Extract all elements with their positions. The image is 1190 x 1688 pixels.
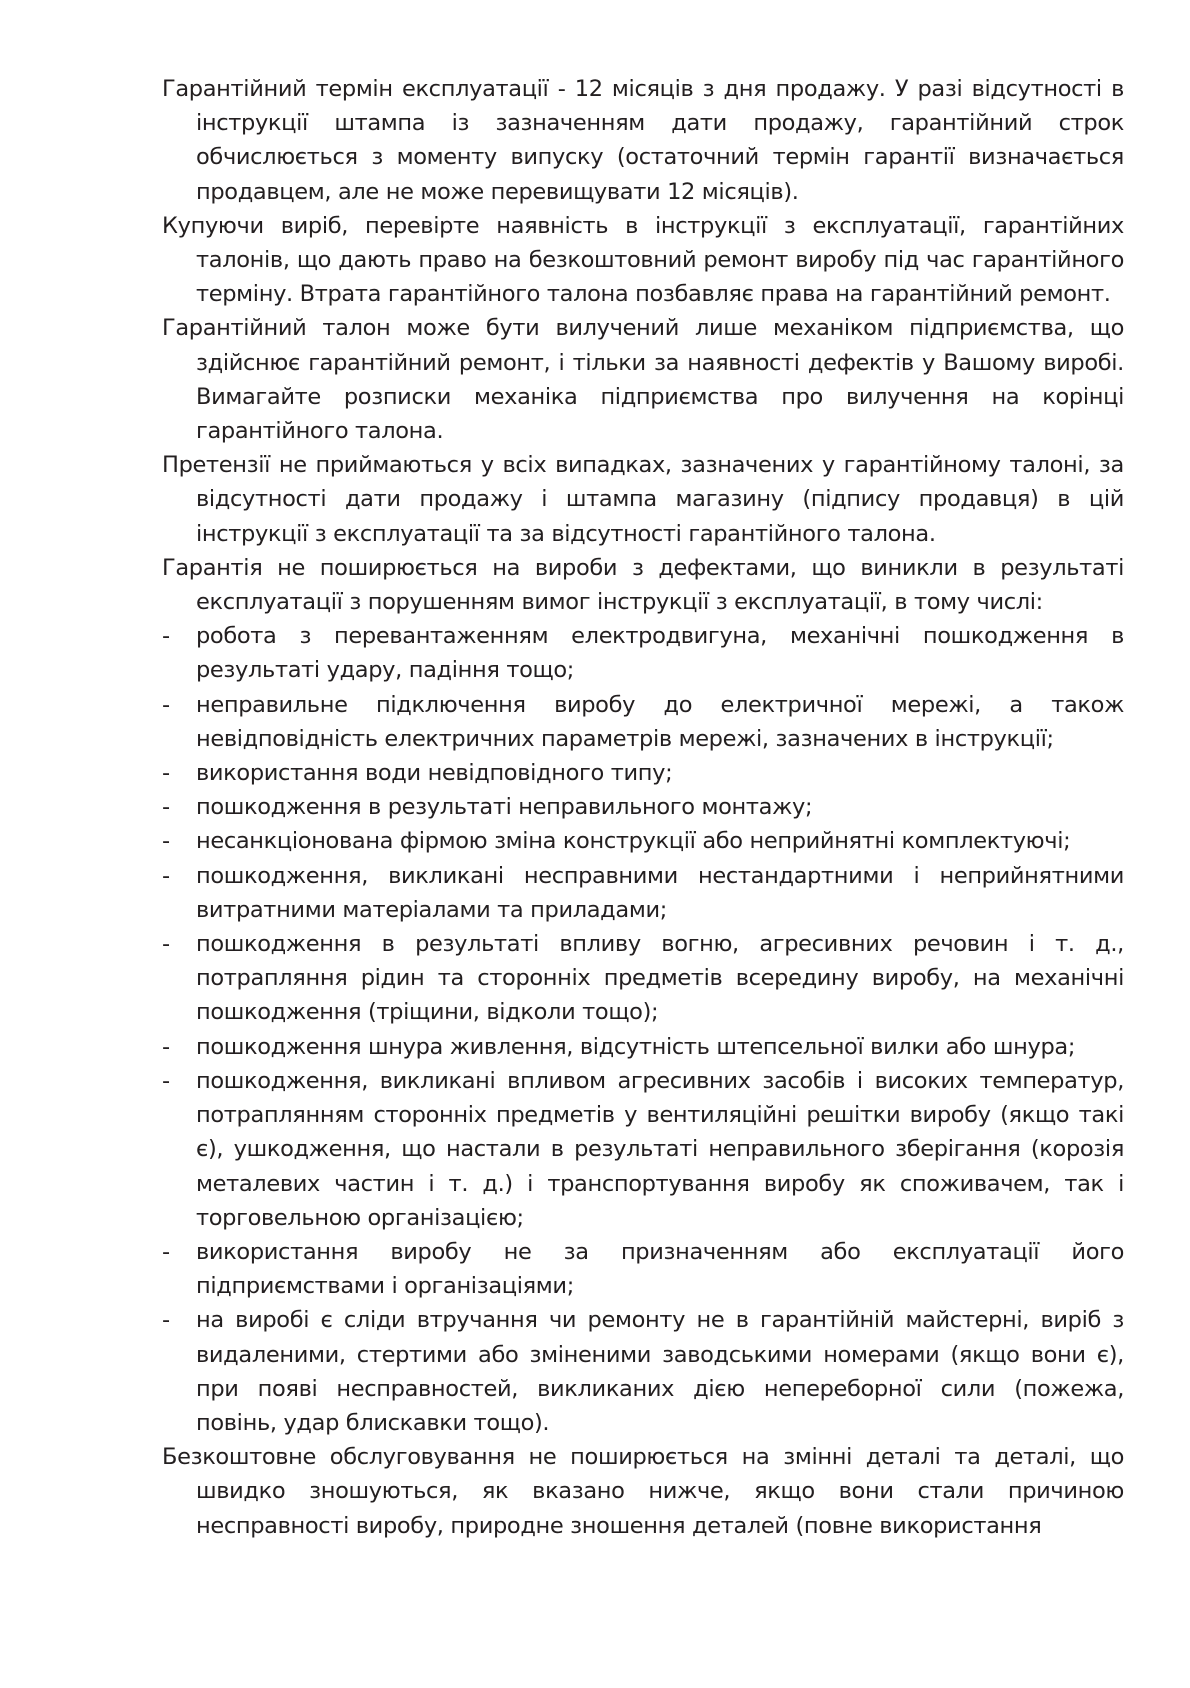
list-item-text: пошкодження шнура живлення, відсутність штепсельної вилки або шнура; xyxy=(196,1033,1076,1060)
list-item xyxy=(162,1030,1124,1064)
list-dash: - xyxy=(162,760,170,787)
list-item xyxy=(162,1064,1124,1235)
list-item xyxy=(162,756,1124,790)
claims-paragraph xyxy=(162,448,1124,551)
list-item xyxy=(162,824,1124,858)
warranty-period-paragraph xyxy=(162,72,1124,209)
list-dash: - xyxy=(162,1238,170,1265)
list-item-text: використання виробу не за призначенням або експлуатації його підприємствами і організаціями; xyxy=(196,1238,1124,1300)
list-item-text: пошкодження, викликані впливом агресивних засобів і високих температур, потраплянням сторонніх предметів у вентиляційні решітки виробу (якщо такі є), ушкодження, що настали в результаті неправильного зберігання (корозія металевих частин і т. д.) і транспортування виробу як споживачем, так і торговельною організацією; xyxy=(196,1067,1124,1231)
paragraph-text: Безкоштовне обслуговування не поширюється на змінні деталі та деталі, що швидко зношуються, як вказано нижче, якщо вони стали причиною несправності виробу, природне зношення деталей (повне використання xyxy=(162,1444,1124,1539)
list-item xyxy=(162,688,1124,756)
paragraph-text: Гарантія не поширюється на вироби з дефектами, що виникли в результаті експлуатації з порушенням вимог інструкції з експлуатації, в тому числі: xyxy=(162,554,1124,616)
list-dash: - xyxy=(162,828,170,855)
list-item xyxy=(162,790,1124,824)
list-item xyxy=(162,1235,1124,1303)
paragraph-text: Гарантійний термін експлуатації - 12 місяців з дня продажу. У разі відсутності в інструкції штампа із зазначенням дати продажу, гарантійний строк обчислюється з моменту випуску (остаточний термін гарантії визначається продавцем, але не може перевищувати 12 місяців). xyxy=(162,76,1124,205)
list-item-text: пошкодження в результаті впливу вогню, агресивних речовин і т. д., потрапляння рідин та сторонніх предметів всередину виробу, на механічні пошкодження (тріщини, відколи тощо); xyxy=(196,931,1124,1026)
coupon-withdrawal-paragraph xyxy=(162,311,1124,448)
list-item xyxy=(162,859,1124,927)
exclusions-intro-paragraph xyxy=(162,551,1124,619)
list-dash: - xyxy=(162,862,170,889)
list-item-text: несанкціонована фірмою зміна конструкції або неприйнятні комплектуючі; xyxy=(196,828,1071,855)
list-item-text: неправильне підключення виробу до електричної мережі, а також невідповідність електричних параметрів мережі, зазначених в інструкції; xyxy=(196,691,1124,752)
warranty-text-page xyxy=(162,72,1124,1543)
paragraph-text: Претензії не приймаються у всіх випадках, зазначених у гарантійному талоні, за відсутності дати продажу і штампа магазину (підпису продавця) в цій інструкції з експлуатації та за відсутності гарантійного талона. xyxy=(162,452,1124,547)
list-dash: - xyxy=(162,794,170,821)
list-dash: - xyxy=(162,1033,170,1060)
list-dash: - xyxy=(162,623,170,650)
list-item-text: пошкодження в результаті неправильного монтажу; xyxy=(196,794,813,821)
list-item-text: пошкодження, викликані несправними нестандартними і неприйнятними витратними матеріалами та приладами; xyxy=(196,862,1124,923)
list-item xyxy=(162,1303,1124,1440)
list-dash: - xyxy=(162,1067,170,1094)
list-item-text: робота з перевантаженням електродвигуна, механічні пошкодження в результаті удару, падіння тощо; xyxy=(196,623,1124,684)
list-dash: - xyxy=(162,931,170,958)
exclusions-list xyxy=(162,619,1124,1440)
list-item-text: на виробі є сліди втручання чи ремонту не в гарантійній майстерні, виріб з видаленими, стертими або зміненими заводськими номерами (якщо вони є), при появі несправностей, викликаних дією непереборної сили (пожежа, повінь, удар блискавки тощо). xyxy=(196,1307,1124,1436)
list-dash: - xyxy=(162,1307,170,1334)
list-item xyxy=(162,927,1124,1030)
paragraph-text: Гарантійний талон може бути вилучений лише механіком підприємства, що здійснює гарантійний ремонт, і тільки за наявності дефектів у Вашому виробі. Вимагайте розписки механіка підприємства про вилучення на корінці гарантійного талона. xyxy=(162,315,1124,445)
paragraph-text: Купуючи виріб, перевірте наявність в інструкції з експлуатації, гарантійних талонів, що дають право на безкоштовний ремонт виробу під час гарантійного терміну. Втрата гарантійного талона позбавляє права на гарантійний ремонт. xyxy=(162,212,1124,308)
purchase-check-paragraph xyxy=(162,209,1124,312)
list-item-text: використання води невідповідного типу; xyxy=(196,760,673,787)
list-item xyxy=(162,619,1124,687)
free-service-paragraph xyxy=(162,1440,1124,1543)
list-dash: - xyxy=(162,691,170,718)
